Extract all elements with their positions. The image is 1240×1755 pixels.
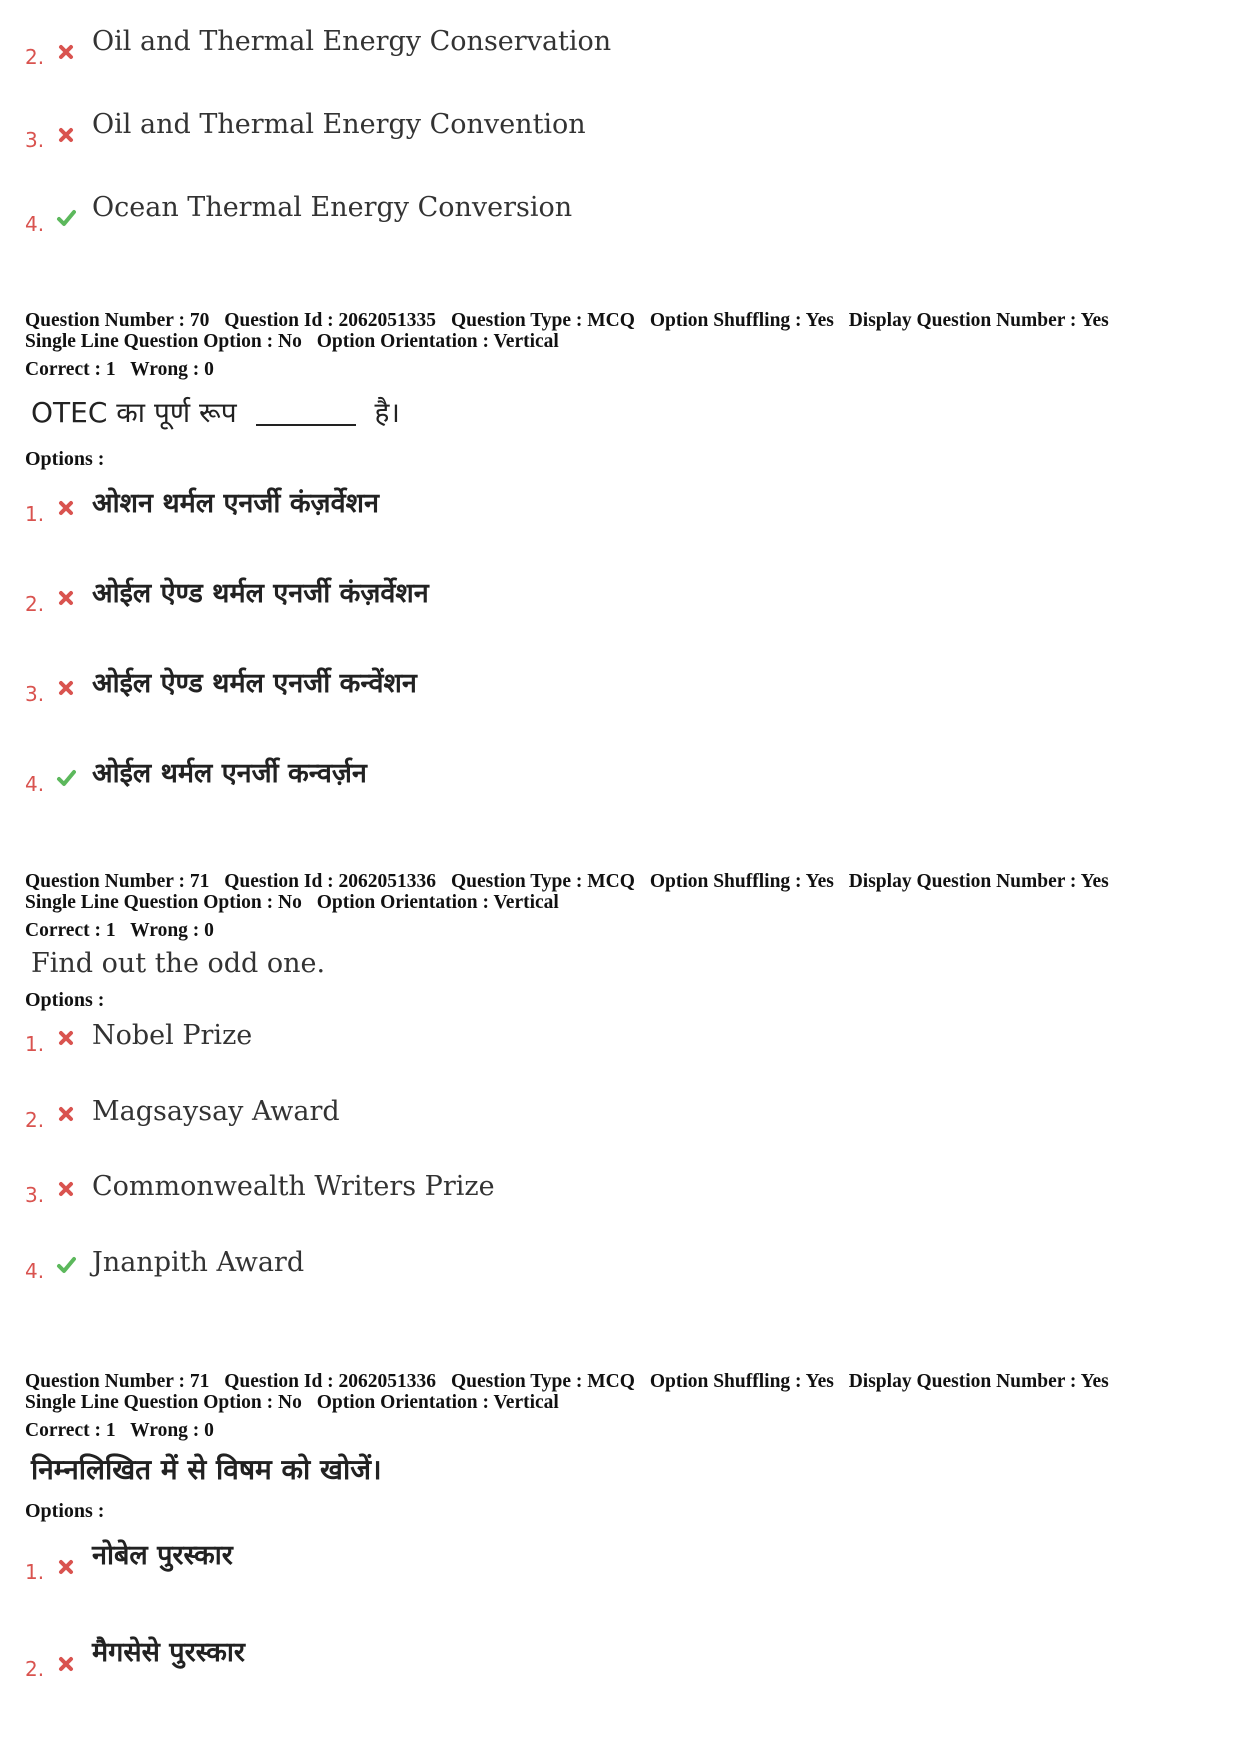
option-number: 3. [25, 128, 45, 152]
cross-icon [56, 125, 76, 145]
question-meta-line3 [25, 359, 214, 380]
meta-display-question-number: Display Question Number : Yes [848, 871, 1109, 892]
cross-icon [56, 42, 76, 62]
meta-option-shuffling: Option Shuffling : Yes [649, 871, 834, 892]
option-text: ओईल ऐण्ड थर्मल एनर्जी कन्वेंशन [92, 668, 417, 699]
question-text: निम्नलिखित में से विषम को खोजें। [31, 1453, 382, 1486]
cross-icon [56, 1654, 76, 1674]
meta-orientation: Option Orientation : Vertical [316, 331, 559, 352]
meta-single-line: Single Line Question Option : No [25, 892, 302, 913]
option-number: 4. [25, 1259, 45, 1283]
question-meta-line2 [25, 1392, 559, 1413]
meta-orientation: Option Orientation : Vertical [316, 1392, 559, 1413]
cross-icon [56, 588, 76, 608]
option-text: ओईल ऐण्ड थर्मल एनर्जी कंज़र्वेशन [92, 578, 429, 609]
option-text: ओशन थर्मल एनर्जी कंज़र्वेशन [92, 488, 379, 519]
option-text: Ocean Thermal Energy Conversion [92, 192, 573, 223]
meta-option-shuffling: Option Shuffling : Yes [649, 1371, 834, 1392]
meta-wrong: Wrong : 0 [130, 1420, 214, 1441]
option-number: 1. [25, 1560, 45, 1584]
meta-wrong: Wrong : 0 [130, 359, 214, 380]
meta-question-id: Question Id : 2062051336 [224, 871, 437, 892]
cross-icon [56, 678, 76, 698]
question-meta-line3 [25, 920, 214, 941]
meta-question-number: Question Number : 70 [25, 310, 210, 331]
meta-display-question-number: Display Question Number : Yes [848, 310, 1109, 331]
meta-question-id: Question Id : 2062051335 [224, 310, 437, 331]
option-number: 2. [25, 1108, 45, 1132]
meta-option-shuffling: Option Shuffling : Yes [649, 310, 834, 331]
question-meta-line1 [25, 1371, 1109, 1392]
question-meta-line2 [25, 331, 559, 352]
question-text: Find out the odd one. [31, 948, 326, 979]
question-meta-line1 [25, 871, 1109, 892]
question-prefix: OTEC का पूर्ण रूप [31, 396, 237, 429]
option-number: 2. [25, 45, 45, 69]
option-number: 4. [25, 772, 45, 796]
meta-single-line: Single Line Question Option : No [25, 331, 302, 352]
cross-icon [56, 1557, 76, 1577]
option-text: Commonwealth Writers Prize [92, 1171, 495, 1202]
option-text: Nobel Prize [92, 1020, 253, 1051]
option-text: मैगसेसे पुरस्कार [92, 1637, 245, 1668]
option-number: 3. [25, 682, 45, 706]
meta-orientation: Option Orientation : Vertical [316, 892, 559, 913]
option-text: Oil and Thermal Energy Convention [92, 109, 586, 140]
options-label: Options : [25, 1500, 105, 1522]
meta-question-number: Question Number : 71 [25, 871, 210, 892]
cross-icon [56, 1179, 76, 1199]
blank-line [256, 424, 356, 426]
cross-icon [56, 498, 76, 518]
check-icon [56, 768, 76, 788]
question-meta-line3 [25, 1420, 214, 1441]
meta-question-type: Question Type : MCQ [450, 1371, 635, 1392]
question-meta-line2 [25, 892, 559, 913]
option-text: ओईल थर्मल एनर्जी कन्वर्ज़न [92, 758, 367, 789]
question-meta-line1 [25, 310, 1109, 331]
meta-question-id: Question Id : 2062051336 [224, 1371, 437, 1392]
option-text: Magsaysay Award [92, 1096, 340, 1127]
check-icon [56, 1255, 76, 1275]
meta-single-line: Single Line Question Option : No [25, 1392, 302, 1413]
option-text: Oil and Thermal Energy Conservation [92, 26, 612, 57]
meta-question-type: Question Type : MCQ [450, 871, 635, 892]
question-suffix: है। [374, 396, 400, 429]
question-text [31, 393, 400, 431]
option-number: 4. [25, 212, 45, 236]
cross-icon [56, 1028, 76, 1048]
option-number: 1. [25, 502, 45, 526]
meta-correct: Correct : 1 [25, 359, 116, 380]
meta-question-type: Question Type : MCQ [450, 310, 635, 331]
option-number: 2. [25, 1657, 45, 1681]
options-label: Options : [25, 448, 105, 470]
options-label: Options : [25, 989, 105, 1011]
option-text: Jnanpith Award [92, 1247, 305, 1278]
option-number: 2. [25, 592, 45, 616]
cross-icon [56, 1104, 76, 1124]
meta-display-question-number: Display Question Number : Yes [848, 1371, 1109, 1392]
meta-correct: Correct : 1 [25, 920, 116, 941]
meta-question-number: Question Number : 71 [25, 1371, 210, 1392]
check-icon [56, 208, 76, 228]
option-text: नोबेल पुरस्कार [92, 1540, 233, 1571]
meta-wrong: Wrong : 0 [130, 920, 214, 941]
meta-correct: Correct : 1 [25, 1420, 116, 1441]
option-number: 3. [25, 1183, 45, 1207]
option-number: 1. [25, 1032, 45, 1056]
